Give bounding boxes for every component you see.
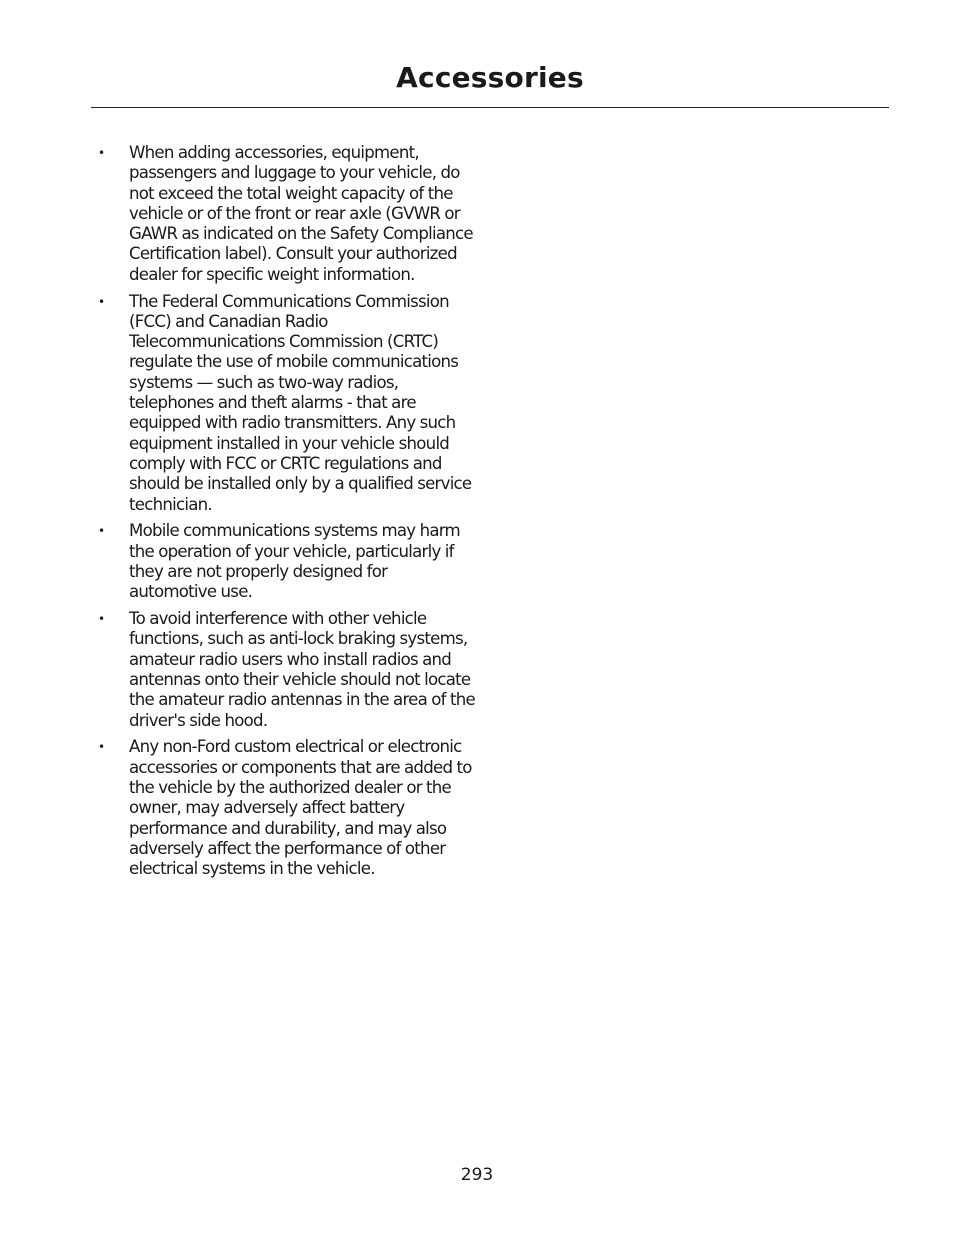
list-item	[96, 521, 476, 602]
bullet-point-icon: •	[98, 740, 106, 755]
bullet-point-icon: •	[98, 612, 106, 627]
list-item-text: Any non-Ford custom electrical or electronic accessories or components that are added to the vehicle by the authorized dealer or the owner, may adversely affect battery performance and durability, and may also adversely affect the performance of other electrical systems in the vehicle.	[129, 737, 472, 879]
list-item-text: When adding accessories, equipment, passengers and luggage to your vehicle, do not exceed the total weight capacity of the vehicle or of the front or rear axle (GVWR or GAWR as indicated on the Safety Compliance Certification label). Consult your authorized dealer for specific weight information.	[129, 143, 473, 284]
list-item	[96, 292, 476, 515]
bullet-point-icon: •	[98, 146, 106, 160]
list-item-text: Mobile communications systems may harm the operation of your vehicle, particularly if they are not properly designed for automotive use.	[129, 521, 460, 602]
bullet-point-icon: •	[98, 294, 106, 309]
main-content	[96, 143, 476, 886]
list-item-text: To avoid interference with other vehicle functions, such as anti-lock braking systems, amateur radio users who install radios and antennas onto their vehicle should not locate the amateur radio antennas in the area of the driver's side hood.	[129, 609, 475, 730]
list-item	[96, 143, 476, 285]
list-item	[96, 609, 476, 731]
page-number: 293	[460, 1165, 494, 1185]
list-item	[96, 737, 476, 879]
list-item-text: The Federal Communications Commission (FCC) and Canadian Radio Telecommunications Commission (CRTC) regulate the use of mobile communications systems — such as two-way radios, telephones and theft alarms - that are equipped with radio transmitters. Any such equipment installed in your vehicle should comply with FCC or CRTC regulations and should be installed only by a qualified service technician.	[129, 291, 472, 514]
bullet-list	[96, 143, 476, 879]
page-header	[91, 0, 889, 108]
page-title: Accessories	[396, 61, 584, 94]
bullet-point-icon: •	[98, 524, 106, 539]
